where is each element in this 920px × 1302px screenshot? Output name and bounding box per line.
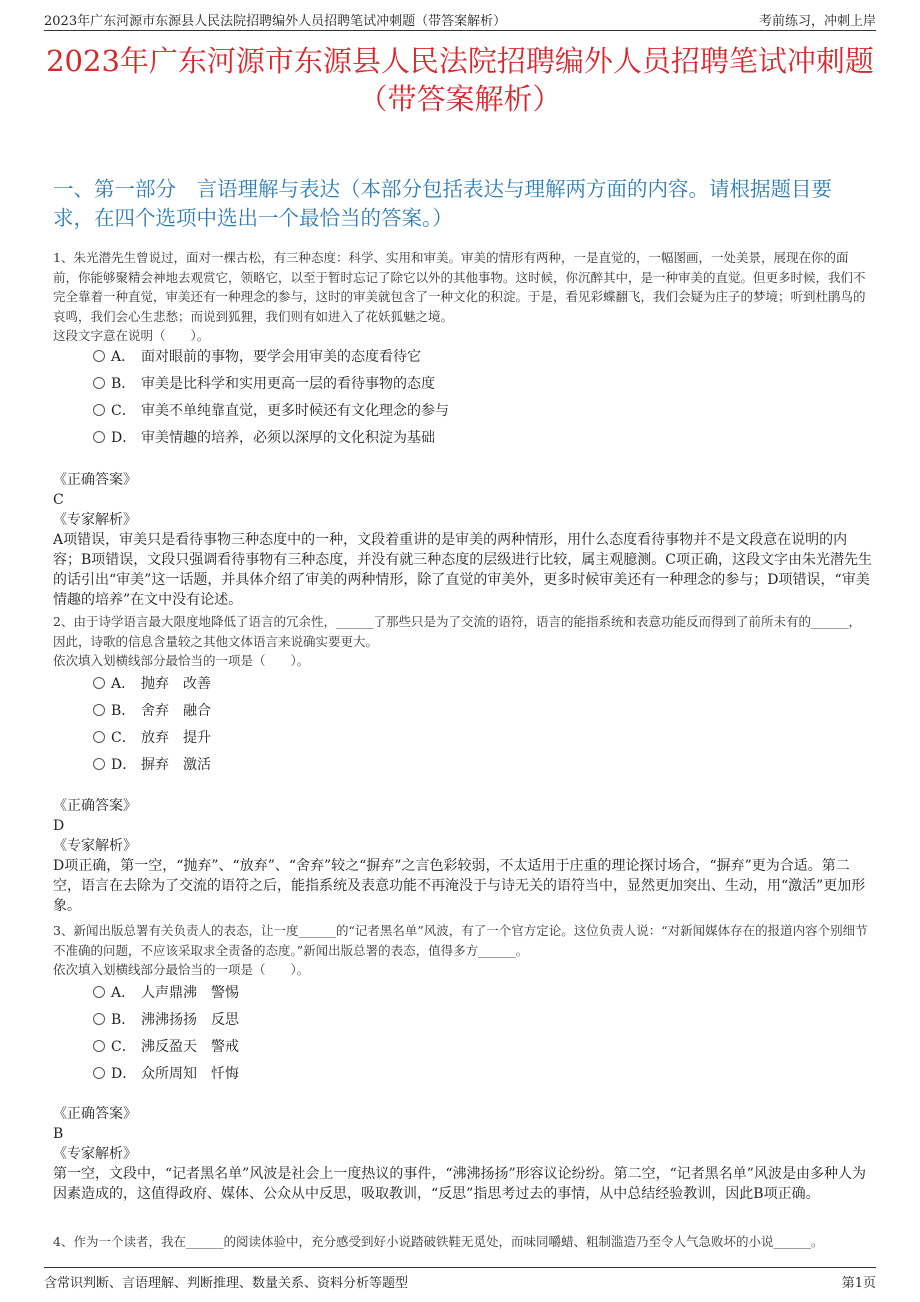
answer-label: 《正确答案》 xyxy=(53,798,137,814)
answer-value: C xyxy=(53,492,64,508)
question-4-stem: 4、作为一个读者，我在______的阅读体验中，充分感受到好小说踏破铁鞋无觅处，而味同嚼蜡、粗制滥造乃至令人气急败坏的小说______。 xyxy=(53,1234,824,1249)
radio-icon[interactable] xyxy=(93,986,105,998)
page-number: 第1页 xyxy=(841,1276,876,1291)
question-2-option-c[interactable]: C． 放弃 提升 xyxy=(93,728,211,748)
question-1-answer-block xyxy=(53,470,872,610)
page-header xyxy=(44,8,876,31)
answer-label: 《正确答案》 xyxy=(53,472,137,488)
analysis-label: 《专家解析》 xyxy=(53,838,137,854)
footer-topics: 含常识判断、言语理解、判断推理、数量关系、资料分析等题型 xyxy=(44,1276,409,1291)
question-3-answer-block xyxy=(53,1104,872,1204)
answer-value: D xyxy=(53,818,65,834)
answer-value: B xyxy=(53,1126,64,1142)
header-title: 2023年广东河源市东源县人民法院招聘编外人员招聘笔试冲刺题（带答案解析） xyxy=(44,14,507,29)
radio-icon[interactable] xyxy=(93,431,105,443)
radio-icon[interactable] xyxy=(93,1013,105,1025)
question-2-answer-block xyxy=(53,796,872,916)
question-2-option-b[interactable]: B． 舍弃 融合 xyxy=(93,701,211,721)
document-title: 2023年广东河源市东源县人民法院招聘编外人员招聘笔试冲刺题（带答案解析） xyxy=(46,44,874,116)
radio-icon[interactable] xyxy=(93,404,105,416)
question-2-option-a[interactable]: A． 抛弃 改善 xyxy=(93,674,211,694)
radio-icon[interactable] xyxy=(93,704,105,716)
radio-icon[interactable] xyxy=(93,377,105,389)
analysis-label: 《专家解析》 xyxy=(53,1146,137,1162)
radio-icon[interactable] xyxy=(93,677,105,689)
question-1-option-a[interactable]: A． 面对眼前的事物，要学会用审美的态度看待它 xyxy=(93,347,421,367)
analysis-text: D项正确，第一空，“抛弃”、“放弃”、“舍弃”较之“摒弃”之言色彩较弱，不太适用于庄重的理论探讨场合，“摒弃”更为合适。第二空，语言在去除为了交流的语符之后，能指系统及表意功能不再淹没于与诗无关的语符当中，显然更加突出、生动，用“激活”更加形象。 xyxy=(53,858,866,914)
radio-icon[interactable] xyxy=(93,758,105,770)
question-2-option-d[interactable]: D． 摒弃 激活 xyxy=(93,755,211,775)
question-2-stem: 2、由于诗学语言最大限度地降低了语言的冗余性，______了那些只是为了交流的语符，语言的能指系统和表意功能反而得到了前所未有的______，因此，诗歌的信息含量较之其他文体语言来说确实要更大。 依次填入划横线部分最恰当的一项是（ ）。 xyxy=(53,614,861,668)
question-3-option-b[interactable]: B． 沸沸扬扬 反思 xyxy=(93,1010,239,1030)
question-1-option-c[interactable]: C． 审美不单纯靠直觉，更多时候还有文化理念的参与 xyxy=(93,401,449,421)
question-3-option-d[interactable]: D． 众所周知 忏悔 xyxy=(93,1064,239,1084)
radio-icon[interactable] xyxy=(93,1040,105,1052)
question-3-option-a[interactable]: A． 人声鼎沸 警惕 xyxy=(93,983,239,1003)
radio-icon[interactable] xyxy=(93,731,105,743)
radio-icon[interactable] xyxy=(93,350,105,362)
question-1-option-d[interactable]: D． 审美情趣的培养，必须以深厚的文化积淀为基础 xyxy=(93,428,435,448)
question-3-stem: 3、新闻出版总署有关负责人的表态，让一度______的“记者黑名单”风波，有了一个官方定论。这位负责人说：“对新闻媒体存在的报道内容个别细节不准确的问题，不应该采取求全责备的态度。”新闻出版总署的表态，值得多方______。 依次填入划横线部分最恰当的一项是（ ）。 xyxy=(53,923,868,977)
analysis-text: A项错误，审美只是看待事物三种态度中的一种，文段着重讲的是审美的两种情形，用什么态度看待事物并不是文段意在说明的内容；B项错误，文段只强调看待事物有三种态度，并没有就三种态度的层级进行比较，属主观臆测。C项正确，这段文字由朱光潜先生的话引出“审美”这一话题，并具体介绍了审美的两种情形，除了直觉的审美外，更多时候审美还有一种理念的参与；D项错误，“审美情趣的培养”在文中没有论述。 xyxy=(53,532,872,608)
radio-icon[interactable] xyxy=(93,1067,105,1079)
section-heading: 一、第一部分 言语理解与表达（本部分包括表达与理解两方面的内容。请根据题目要求，在四个选项中选出一个最恰当的答案。） xyxy=(53,177,832,230)
header-slogan: 考前练习，冲刺上岸 xyxy=(758,14,876,29)
analysis-label: 《专家解析》 xyxy=(53,512,137,528)
analysis-text: 第一空，文段中，“记者黑名单”风波是社会上一度热议的事件，“沸沸扬扬”形容议论纷纷。第二空，“记者黑名单”风波是由多种人为因素造成的，这值得政府、媒体、公众从中反思，吸取教训，“反思”指思考过去的事情，从中总结经验教训，因此B项正确。 xyxy=(53,1166,866,1202)
page-footer xyxy=(44,1267,876,1292)
question-1-option-b[interactable]: B． 审美是比科学和实用更高一层的看待事物的态度 xyxy=(93,374,435,394)
question-3-option-c[interactable]: C． 沸反盈天 警戒 xyxy=(93,1037,239,1057)
answer-label: 《正确答案》 xyxy=(53,1106,137,1122)
question-1-stem: 1、朱光潜先生曾说过，面对一棵古松，有三种态度：科学、实用和审美。审美的情形有两种，一是直觉的，一幅图画，一处美景，展现在你的面前，你能够聚精会神地去观赏它，领略它，以至于暂时忘记了除它以外的其他事物。这时候，你沉醉其中，是一种审美的直觉。但更多时候，我们不完全靠着一种直觉，审美还有一种理念的参与，这时的审美就包含了一种文化的积淀。于是，看见彩蝶翻飞，我们会疑为庄子的梦境；听到杜鹃鸟的哀鸣，我们会心生悲愁；而说到狐狸，我们则有如进入了花妖狐魅之境。 这段文字意在说明（ ）。 xyxy=(53,250,866,343)
